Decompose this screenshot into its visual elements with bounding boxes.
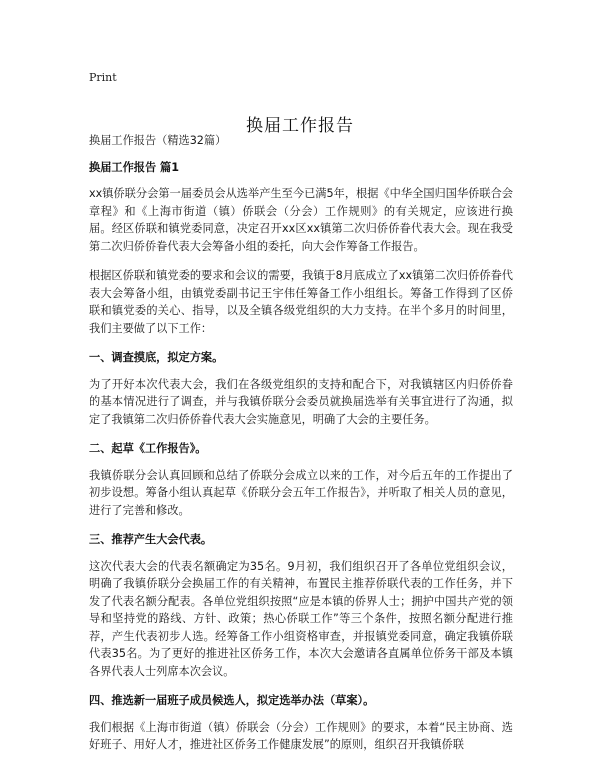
paragraph-1: xx镇侨联分会第一届委员会从选举产生至今已满5年，根据《中华全国归国华侨联合会章程》和《上海市街道（镇）侨联会（分会）工作规则》的有关规定，应该进行换届。经区侨联和镇党委同意，决定召开xx区xx镇第二次归侨侨眷代表大会。现在我受第二次归侨侨眷代表大会筹备小组的委托，向大会作筹备工作报告。 [89, 187, 513, 253]
section-heading-4: 四、推选新一届班子成员候选人，拟定选举办法（草案）。 [89, 694, 375, 707]
paragraph-2: 根据区侨联和镇党委的要求和会议的需要，我镇于8月底成立了xx镇第二次归侨侨眷代表大会筹备小组，由镇党委副书记王宇伟任筹备工作小组组长。筹备工作得到了区侨联和镇党委的关心、指导，以及全镇各级党组织的大力支持。在半个多月的时间里，我们主要做了以下工作： [89, 269, 513, 335]
document-subtitle: 换届工作报告（精选32篇） [89, 134, 227, 147]
section-heading-2: 二、起草《工作报告》。 [89, 442, 207, 455]
document-body [89, 132, 513, 766]
paragraph-4: 我镇侨联分会认真回顾和总结了侨联分会成立以来的工作，对今后五年的工作提出了初步设想。筹备小组认真起草《侨联分会五年工作报告》，并听取了相关人员的意见，进行了完善和修改。 [89, 468, 513, 517]
section-heading-3: 三、推荐产生大会代表。 [89, 533, 213, 546]
paragraph-6: 我们根据《上海市街道（镇）侨联会（分会）工作规则》的要求，本着“民主协商、选好班子、用好人才，推进社区侨务工作健康发展”的原则，组织召开我镇侨联 [89, 720, 513, 751]
paragraph-3: 为了开好本次代表大会，我们在各级党组织的支持和配合下，对我镇辖区内归侨侨眷的基本情况进行了调查，并与我镇侨联分会委员就换届选举有关事宜进行了沟通，拟定了我镇第二次归侨侨眷代表大会实施意见，明确了大会的主要任务。 [89, 377, 513, 426]
article-heading: 换届工作报告 篇1 [89, 160, 179, 174]
paragraph-5: 这次代表大会的代表名额确定为35名。9月初，我们组织召开了各单位党组织会议，明确了我镇侨联分会换届工作的有关精神，布置民主推荐侨联代表的工作任务，并下发了代表名额分配表。各单位党组织按照“应是本镇的侨界人士；拥护中国共产党的领导和坚持党的路线、方针、政策；热心侨联工作”等三个条件，按照名额分配进行推荐，产生代表初步人选。经筹备工作小组资格审查，并报镇党委同意，确定我镇侨联代表35名。为了更好的推进社区侨务工作，本次大会邀请各直属单位侨务干部及本镇各界代表人士列席本次会议。 [89, 559, 513, 678]
section-heading-1: 一、调查摸底，拟定方案。 [89, 351, 224, 364]
print-label: Print [89, 71, 117, 84]
page-title: 换届工作报告 [246, 116, 354, 137]
